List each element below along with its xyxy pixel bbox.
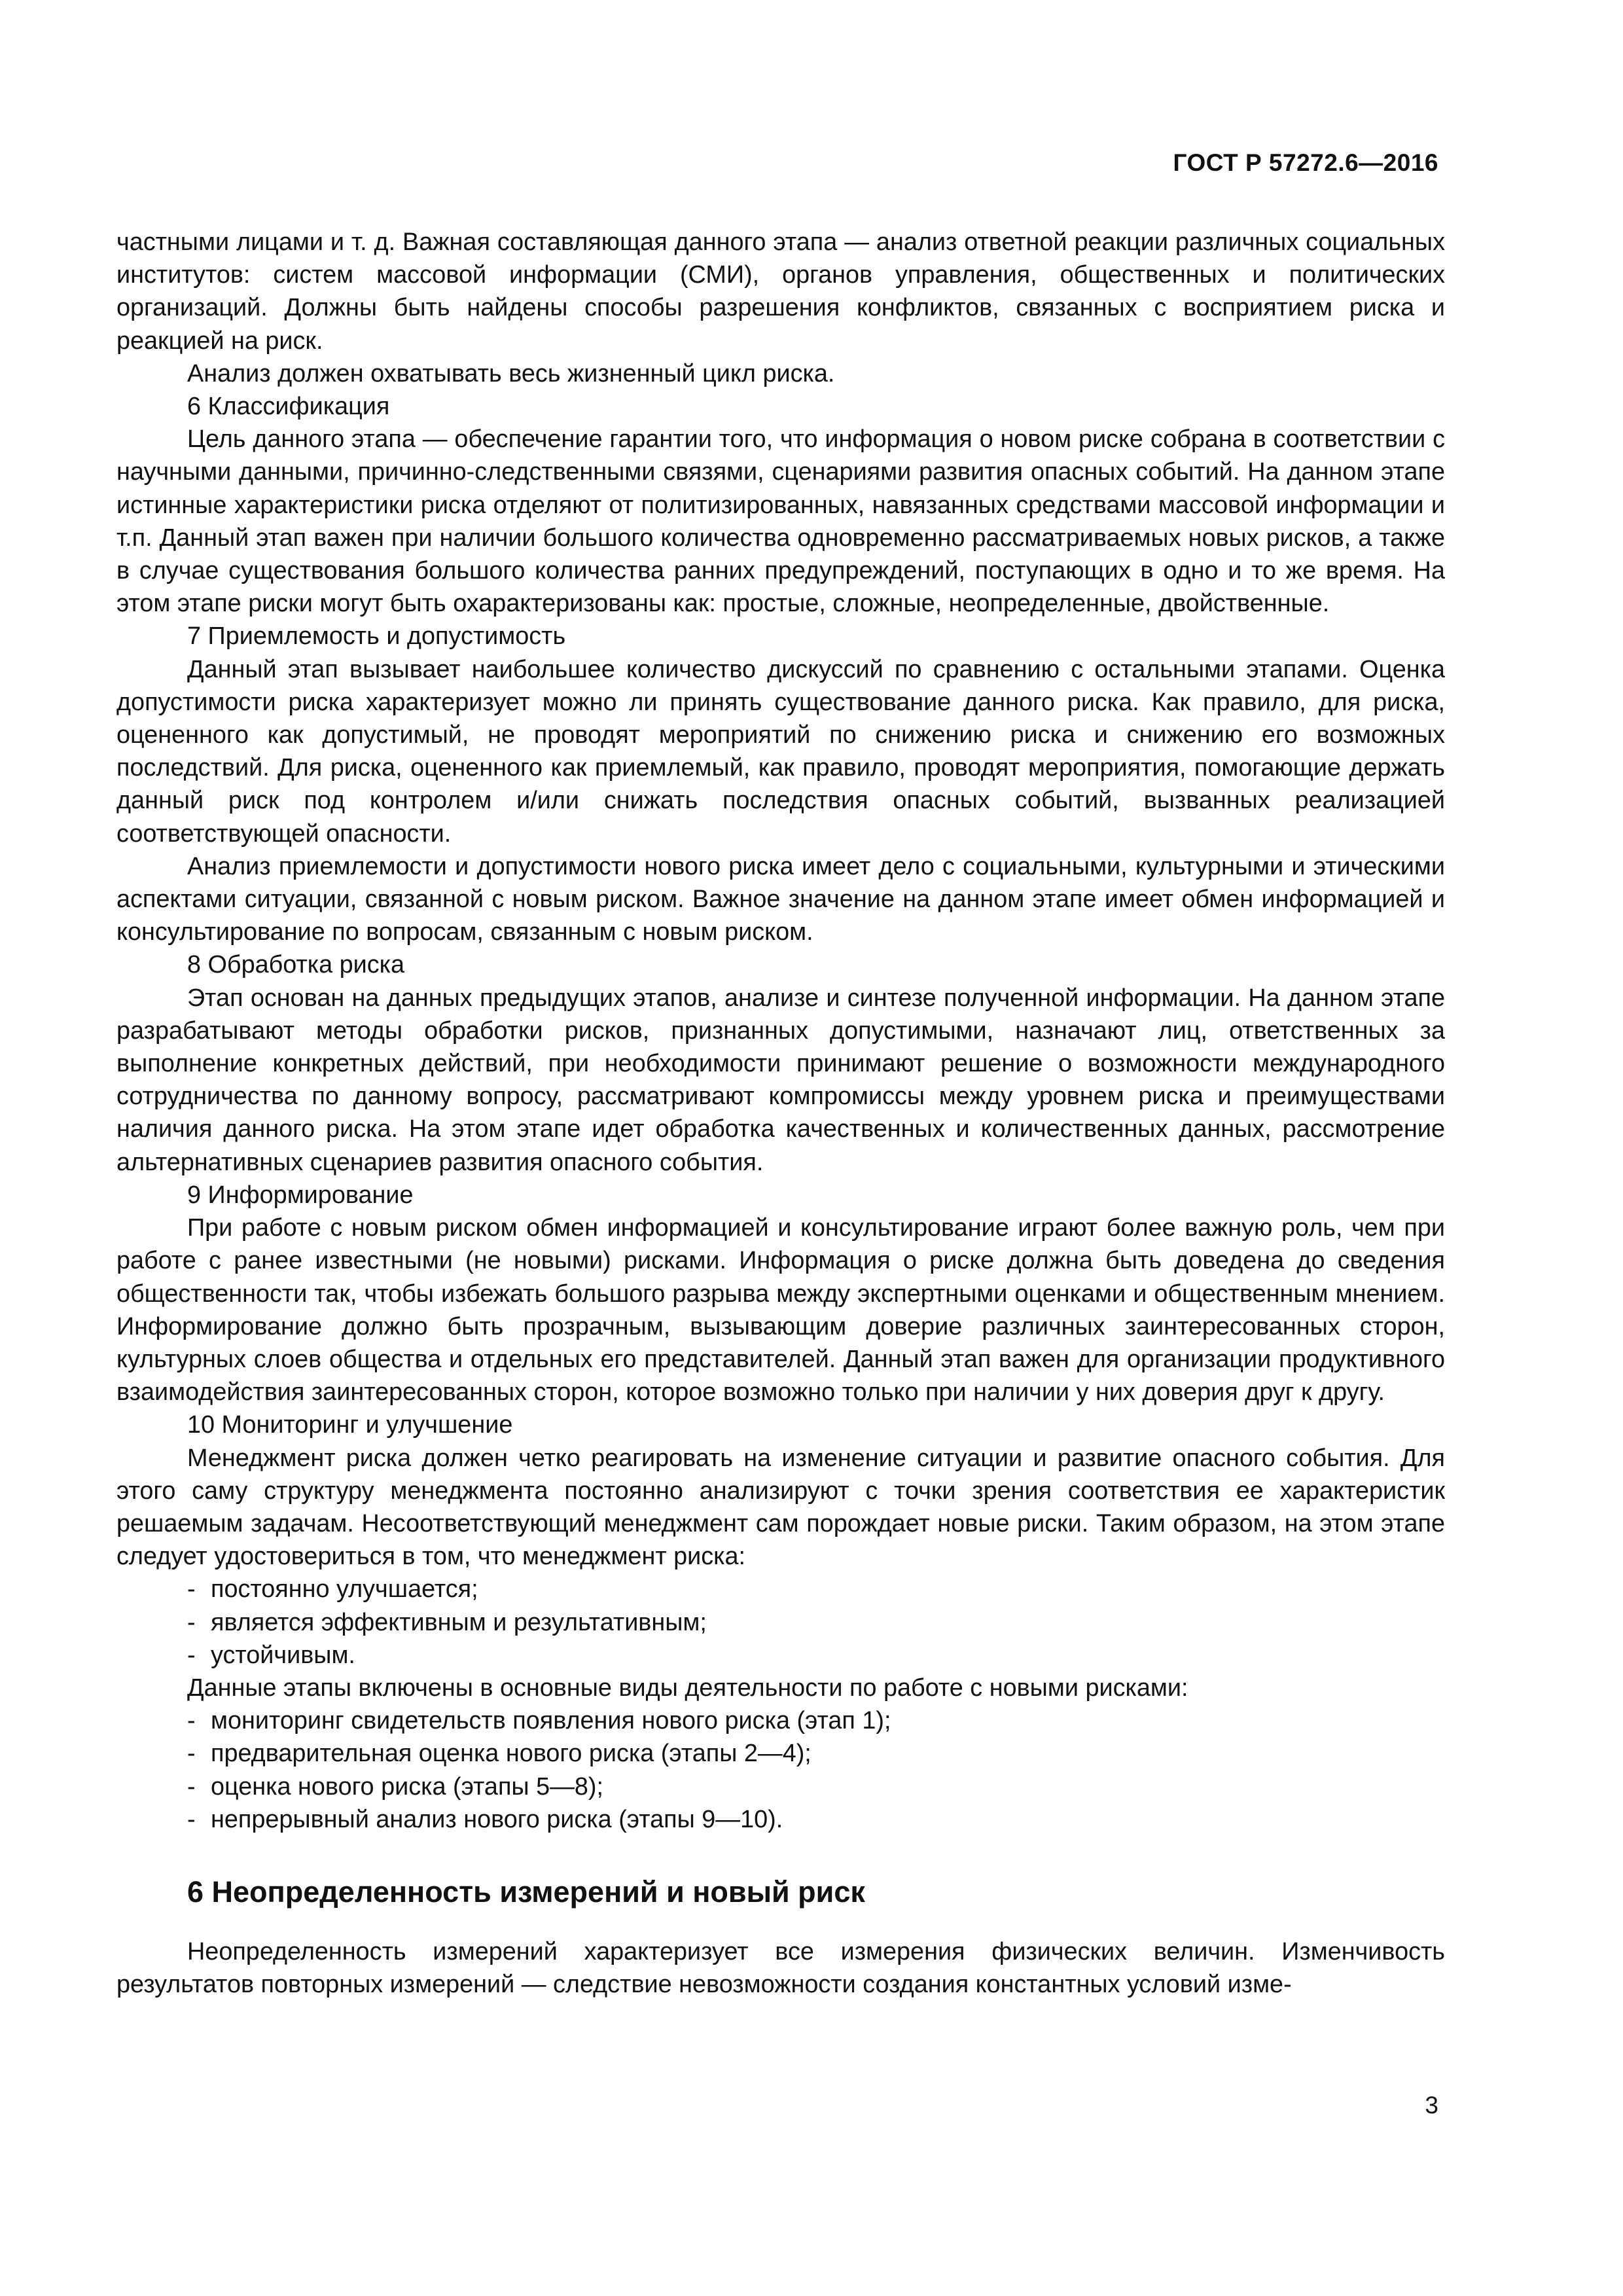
stage-heading-8: 8 Обработка риска: [187, 951, 405, 979]
paragraph: Неопределенность измерений характеризует все измерения физических величин. Изменчивость результатов повторных измерений — следствие невозможности создания константных условий изме-: [116, 1937, 1445, 1999]
document-id-header: ГОСТ Р 57272.6—2016: [1173, 149, 1438, 176]
stage-heading-7: 7 Приемлемость и допустимость: [187, 622, 566, 651]
stage-heading-6: 6 Классификация: [187, 393, 390, 421]
paragraph: При работе с новым риском обмен информацией и консультирование играют более важную роль, чем при работе с ранее известными (не новыми) рисками. Информация о риске должна быть доведена до сведения общественности так, чтобы избежать большого разрыва между экспертными оценками и общественным мнением. Информирование должно быть прозрачным, вызывающим доверие различных заинтересованных сторон, культурных слоев общества и отдельных его представителей. Данный этап важен для организации продуктивного взаимодействия заинтересованных сторон, которое возможно только при наличии у них доверия друг к другу.: [116, 1214, 1445, 1407]
list-item: - постоянно улучшается;: [116, 1573, 1445, 1605]
list-dash: -: [187, 1575, 196, 1604]
paragraph: Анализ должен охватывать весь жизненный цикл риска.: [187, 359, 835, 387]
paragraph: Анализ приемлемости и допустимости нового риска имеет дело с социальными, культурными и этическими аспектами ситуации, связанной с новым риском. Важное значение на данном этапе имеет обмен информацией и консультирование по вопросам, связанным с новым риском.: [116, 852, 1445, 946]
list-dash: -: [187, 1740, 196, 1768]
stage-heading-9: 9 Информирование: [187, 1181, 414, 1209]
stage-heading-10: 10 Мониторинг и улучшение: [187, 1411, 513, 1439]
list-item: - оценка нового риска (этапы 5—8);: [116, 1770, 1445, 1803]
section-title: 6 Неопределенность измерений и новый риск: [187, 1874, 865, 1909]
list-dash: -: [187, 1805, 196, 1833]
paragraph: Цель данного этапа — обеспечение гарантии того, что информация о новом риске собрана в соответствии с научными данными, причинно-следственными связями, сценариями развития опасных событий. На данном этапе истинные характеристики риска отделяют от политизированных, навязанных средствами массовой информации и т.п. Данный этап важен при наличии большого количества одновременно рассматриваемых новых рисков, а также в случае существования большого количества ранних предупреждений, поступающих в одно и то же время. На этом этапе риски могут быть охарактеризованы как: простые, сложные, неопределенные, двойственные.: [116, 425, 1445, 618]
paragraph: частными лицами и т. д. Важная составляющая данного этапа — анализ ответной реакции различных социальных институтов: систем массовой информации (СМИ), органов управления, общественных и политических организаций. Должны быть найдены способы разрешения конфликтов, связанных с восприятием риска и реакцией на риск.: [116, 228, 1445, 355]
page-number: 3: [1425, 2092, 1438, 2119]
list-item: - устойчивым.: [116, 1639, 1445, 1672]
paragraph: Этап основан на данных предыдущих этапов, анализе и синтезе полученной информации. На данном этапе разрабатывают методы обработки рисков, признанных допустимыми, назначают лиц, ответственных за выполнение конкретных действий, при необходимости принимают решение о возможности международного сотрудничества по данному вопросу, рассматривают компромиссы между уровнем риска и преимуществами наличия данного риска. На этом этапе идет обработка качественных и количественных данных, рассмотрение альтернативных сценариев развития опасного события.: [116, 984, 1445, 1176]
paragraph: Данный этап вызывает наибольшее количество дискуссий по сравнению с остальными этапами. Оценка допустимости риска характеризует можно ли принять существование данного риска. Как правило, для риска, оцененного как допустимый, не проводят мероприятий по снижению риска и снижению его возможных последствий. Для риска, оцененного как приемлемый, как правило, проводят мероприятия, помогающие держать данный риск под контролем и/или снижать последствия опасных событий, вызванных реализацией соответствующей опасности.: [116, 655, 1445, 848]
list-dash: -: [187, 1641, 196, 1669]
paragraph: Данные этапы включены в основные виды деятельности по работе с новыми рисками:: [187, 1674, 1188, 1702]
list-item: - непрерывный анализ нового риска (этапы 9—10).: [116, 1803, 1445, 1836]
list-item: - является эффективным и результативным;: [116, 1606, 1445, 1639]
list-dash: -: [187, 1608, 196, 1636]
list-item: - мониторинг свидетельств появления нового риска (этап 1);: [116, 1704, 1445, 1737]
list-item: - предварительная оценка нового риска (этапы 2—4);: [116, 1737, 1445, 1770]
list-dash: -: [187, 1707, 196, 1735]
list-dash: -: [187, 1772, 196, 1801]
document-body: [116, 226, 1445, 2001]
paragraph: Менеджмент риска должен четко реагировать на изменение ситуации и развитие опасного события. Для этого саму структуру менеджмента постоянно анализируют с точки зрения соответствия ее характеристик решаемым задачам. Несоответствующий менеджмент сам порождает новые риски. Таким образом, на этом этапе следует удостовериться в том, что менеджмент риска:: [116, 1444, 1445, 1571]
